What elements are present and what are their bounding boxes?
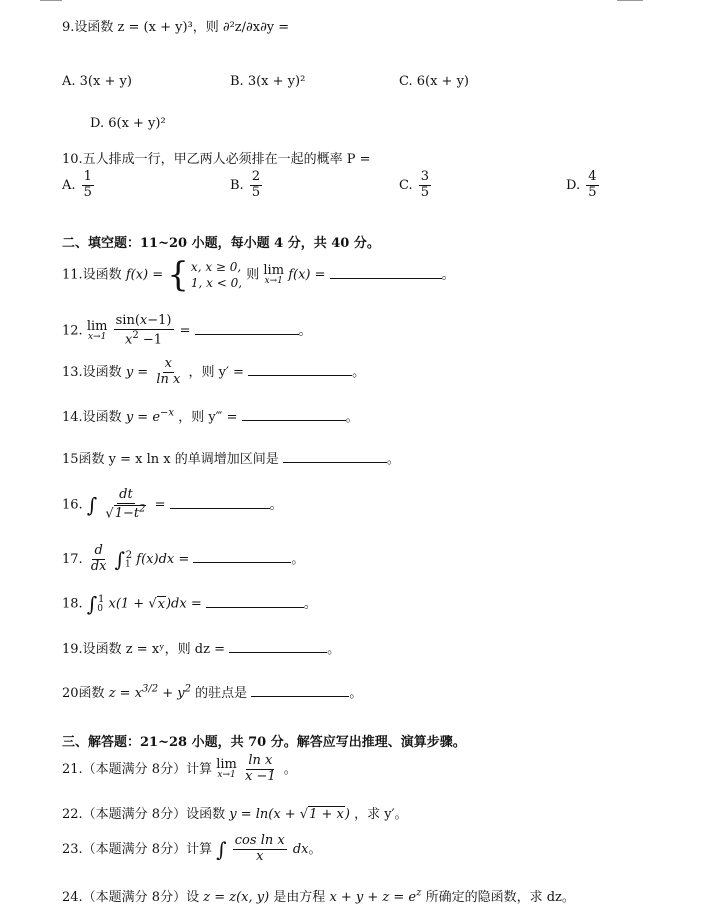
frac-num: 1: [83, 169, 92, 184]
q12-prefix: 12.: [62, 323, 83, 339]
q13-post: ，则 y′ =: [188, 364, 244, 380]
q18-prefix: 18.: [62, 596, 83, 612]
q21-post: 。: [283, 761, 297, 777]
section-2-heading: 二、填空题：11~20 小题，每小题 4 分，共 40 分。: [62, 236, 380, 251]
q15-answer-blank[interactable]: [283, 450, 387, 463]
frac-den: 5: [420, 184, 430, 200]
integral-icon: ∫: [86, 592, 98, 616]
q11-prefix: 11.设函数: [62, 267, 122, 283]
q9-option-b: B. 3(x + y)²: [230, 74, 306, 89]
q10-stem: 10.五人排成一行，甲乙两人必须排在一起的概率 P =: [62, 152, 371, 167]
section-3-heading: 三、解答题：21~28 小题，共 70 分。解答应写出推理、演算步骤。: [62, 735, 466, 750]
q17-answer-blank[interactable]: [193, 550, 291, 563]
q20-post: 的驻点是: [195, 686, 248, 701]
q22-prefix: 22.（本题满分 8分）设函数: [62, 807, 226, 822]
q20-answer-blank[interactable]: [251, 684, 349, 697]
q21-prefix: 21.（本题满分 8分）计算: [62, 761, 213, 777]
frac-num: 2: [251, 169, 261, 184]
q21-limit: lim x→1: [216, 757, 237, 781]
q16-end: 。: [269, 497, 283, 513]
q11-case-2: 1, x < 0,: [190, 276, 243, 290]
integral-icon: ∫: [216, 837, 227, 862]
q13-fraction: $\frac{x}{\text{ln x}}$: [156, 356, 181, 387]
q10-option-c-fraction: [419, 170, 431, 201]
q16-prefix: 16.: [62, 497, 83, 513]
frac-num: 3: [420, 169, 430, 184]
q12-limit: lim x→1: [86, 319, 108, 343]
q14: 14.设函数 $y = e^{-x}$ ，则 y‴ = 。: [62, 407, 359, 425]
q18-end: 。: [303, 596, 317, 612]
q19-end: 。: [327, 642, 341, 657]
q13-prefix: 13.设函数: [62, 364, 122, 380]
q10-option-d-fraction: [586, 170, 598, 201]
q14-post: ，则 y‴ =: [178, 410, 238, 425]
q17-end: 。: [291, 551, 305, 567]
q12: 12. lim x→1 $\frac{\sin(x-1)}{x^2 -1}$ = 。: [62, 313, 312, 348]
q14-end: 。: [345, 410, 359, 425]
q19-answer-blank[interactable]: [229, 640, 327, 653]
frac-den: 5: [251, 184, 261, 200]
q11-case-1: x, x ≥ 0,: [190, 259, 242, 274]
q11-limit: lim x→1: [263, 263, 285, 286]
q9-stem-text: 9.设函数 z = (x + y)³，则 ∂²z/∂x∂y =: [62, 20, 290, 35]
q16: 16. ∫ $\frac{dt}{√1-t^2}$ = 。: [62, 487, 283, 522]
q9-option-c: C. 6(x + y): [399, 74, 469, 89]
frac-den: 5: [588, 184, 597, 200]
integral-icon: ∫: [114, 547, 126, 572]
q24-post: 所确定的隐函数，求 dz。: [425, 890, 575, 905]
q17: 17. $\frac{d}{dx}$ $\int_1^2$ f(x)dx = 。: [62, 543, 305, 574]
q13: 13.设函数 y = $\frac{x}{\text{ln x}}$ ，则 y′ = 。: [62, 356, 366, 387]
q10-option-a: [62, 170, 96, 201]
q15-end: 。: [386, 452, 400, 467]
q13-end: 。: [352, 364, 366, 380]
q17-prefix: 17.: [62, 551, 83, 567]
q10-option-b-label: B.: [230, 177, 244, 193]
q18: 18. $\int_0^1$ x(1 + √x)dx = 。: [62, 592, 317, 616]
frac-num: 4: [588, 169, 597, 184]
q11: [62, 255, 455, 295]
q9-stem: [62, 16, 289, 35]
q16-fraction: $\frac{dt}{√1-t^2}$: [105, 487, 146, 522]
q18-answer-blank[interactable]: [206, 595, 304, 608]
q22-post: ，求 y′。: [354, 807, 408, 822]
q10-option-c-label: C.: [399, 177, 413, 193]
q12-answer-blank[interactable]: [195, 322, 299, 335]
q17-derivative: $\frac{d}{dx}$: [90, 543, 107, 574]
q19: [62, 638, 340, 657]
q12-end: 。: [298, 323, 312, 339]
q11-piecewise: [167, 255, 243, 295]
q10-option-c: [399, 170, 433, 201]
top-rule-left: [40, 0, 62, 1]
q22: 22.（本题满分 8分）设函数 y = ln(x + √1 + x) ，求 y′。: [62, 807, 408, 822]
top-rule-right: [617, 0, 643, 1]
q10-option-d: [566, 170, 601, 201]
q20-end: 。: [349, 686, 363, 701]
q11-cases: [191, 259, 242, 291]
q23-fraction: $\frac{\text{cos ln x}}{x}$: [234, 833, 285, 864]
q9-option-a: A. 3(x + y): [62, 74, 132, 89]
q24-prefix: 24.（本题满分 8分）设: [62, 890, 200, 905]
q15-prefix: 15函数 y = x ln x 的单调增加区间是: [62, 452, 279, 467]
q11-answer-blank[interactable]: [330, 266, 442, 279]
q16-answer-blank[interactable]: [170, 496, 270, 509]
q23-post: 。: [308, 841, 322, 857]
q9-option-d: D. 6(x + y)²: [90, 116, 166, 131]
q15: [62, 448, 400, 467]
q10-option-a-label: A.: [62, 177, 76, 193]
q10-option-d-label: D.: [566, 177, 581, 193]
q14-prefix: 14.设函数: [62, 410, 122, 425]
q11-end: 。: [441, 267, 455, 283]
integral-icon: ∫: [86, 493, 98, 518]
q10-option-b: [230, 170, 264, 201]
q21-fraction: $\frac{\text{ln x}}{x -1}$: [245, 753, 276, 784]
q20-prefix: 20函数: [62, 686, 105, 701]
q10-option-b-fraction: [250, 170, 262, 201]
frac-den: 5: [83, 184, 92, 200]
q10-option-a-fraction: [82, 170, 94, 201]
q13-answer-blank[interactable]: [248, 363, 352, 376]
q19-prefix: 19.设函数 z = xʸ，则 dz =: [62, 642, 225, 657]
q11-mid: 则: [246, 267, 260, 283]
q11-function: f(x) =: [125, 267, 164, 283]
q11-post: f(x) =: [288, 267, 326, 283]
q12-fraction: $\frac{\sin(x-1)}{x^2 -1}$: [115, 313, 172, 348]
q14-answer-blank[interactable]: [242, 408, 346, 421]
q23: 23.（本题满分 8分）计算 ∫ $\frac{\text{cos ln x}}{x}$ dx。: [62, 833, 322, 864]
q23-prefix: 23.（本题满分 8分）计算: [62, 841, 213, 857]
q21: [62, 754, 297, 785]
q20: 20函数 $z = x^{3/2} + y^2$ 的驻点是 。: [62, 683, 363, 701]
q24: 24.（本题满分 8分）设 z = z(x, y) 是由方程 $x + y + z = e^z$ 所确定的隐函数，求 dz。: [62, 887, 575, 905]
left-brace-icon: {: [167, 255, 189, 295]
